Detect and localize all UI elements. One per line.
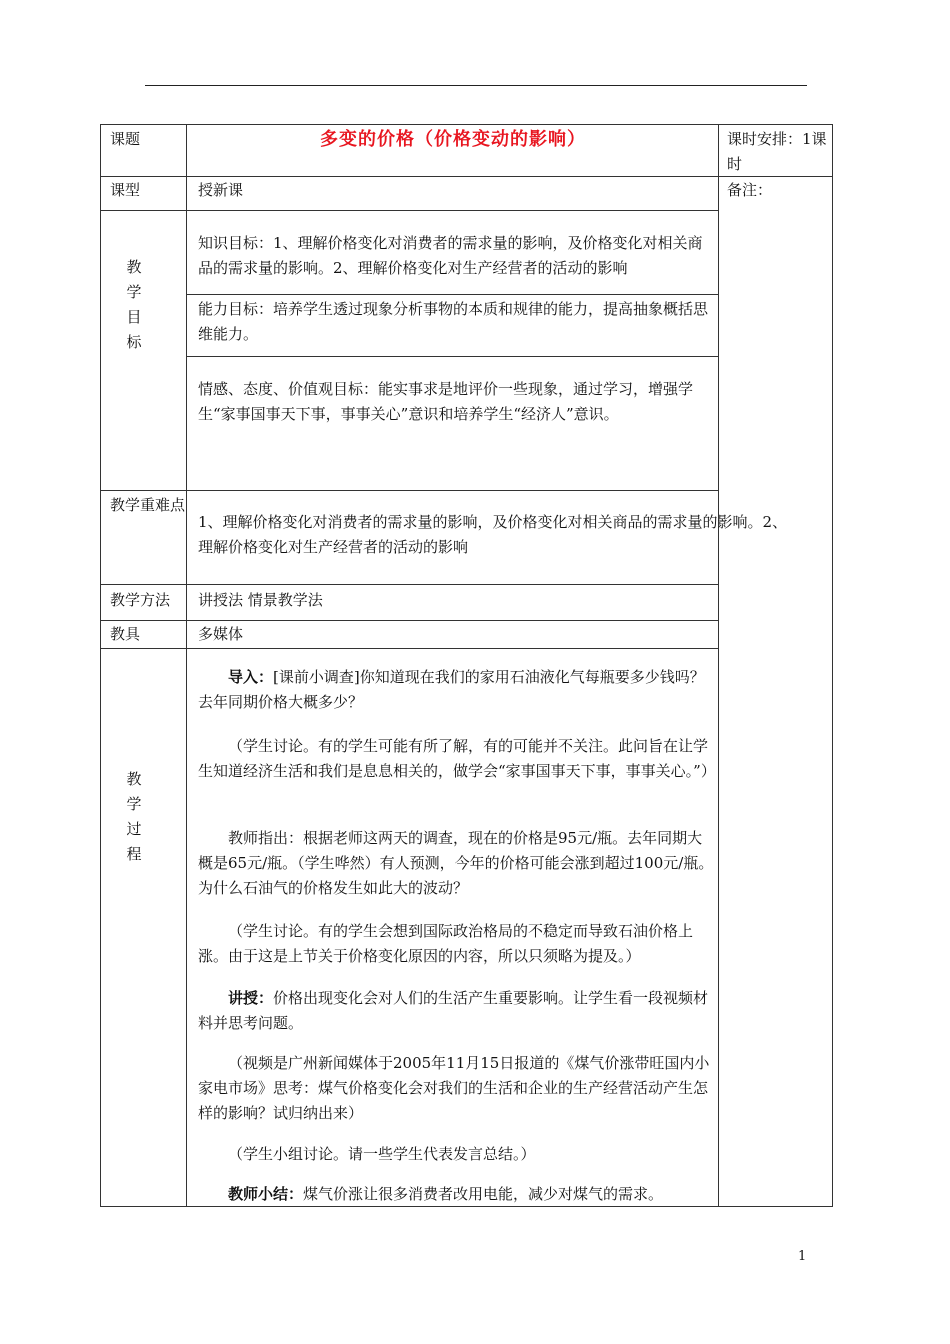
schedule-text: 课时安排：1课时 [727,130,827,173]
process-paragraph: （学生讨论。有的学生可能有所了解，有的可能并不关注。此问旨在让学生知道经济生活和我们是息息相关的，做学会“家事国事天下事，事事关心。”） [198,737,716,780]
knowledge-goal: 知识目标：1、理解价格变化对消费者的需求量的影响，及价格变化对相关商品的需求量的影响。2、理解价格变化对生产经营者的活动的影响 [198,234,703,277]
emotion-goal: 情感、态度、价值观目标：能实事求是地评价一些现象，通过学习，增强学生“家事国事天下事，事事关心”意识和培养学生“经济人”意识。 [198,380,694,423]
process-label: 教 学 过 程 [126,770,142,863]
process-paragraph: 教师指出：根据老师这两天的调查，现在的价格是95元/瓶。去年同期大概是65元/瓶。（学生哗然）有人预测，今年的价格可能会涨到超过100元/瓶。为什么石油气的价格发生如此大的波动？ [198,829,714,897]
goals-label: 教 学 目 标 [126,258,142,351]
key-points-text: 1、理解价格变化对消费者的需求量的影响，及价格变化对相关商品的需求量的影响。2、理解价格变化对生产经营者的活动的影响 [198,513,788,556]
tools-label: 教具 [110,625,141,643]
note-label: 备注： [727,181,773,199]
tools-value: 多媒体 [198,625,244,643]
page-number: 1 [798,1249,807,1264]
key-points-label: 教学重难点 [110,496,186,514]
process-paragraph: （学生小组讨论。请一些学生代表发言总结。） [228,1145,536,1163]
process-paragraph: （视频是广州新闻媒体于2005年11月15日报道的《煤气价涨带旺国内小家电市场》思考：煤气价格变化会对我们的生活和企业的生产经营活动产生怎样的影响？试归纳出来） [198,1054,710,1122]
process-paragraph: 讲授：价格出现变化会对人们的生活产生重要影响。让学生看一段视频材料并思考问题。 [198,989,709,1032]
method-value: 讲授法 情景教学法 [198,591,323,609]
method-label: 教学方法 [110,591,171,609]
type-value: 授新课 [198,181,244,199]
process-paragraph: 导入：[课前小调查]你知道现在我们的家用石油液化气每瓶要多少钱吗？去年同期价格大概多少？ [198,668,705,711]
type-label: 课型 [110,181,141,199]
lesson-title: 多变的价格（价格变动的影响） [320,129,586,150]
subject-label: 课题 [110,130,141,148]
process-paragraph: （学生讨论。有的学生会想到国际政治格局的不稳定而导致石油价格上涨。由于这是上节关于价格变化原因的内容，所以只须略为提及。） [198,922,694,965]
ability-goal: 能力目标：培养学生透过现象分析事物的本质和规律的能力，提高抽象概括思维能力。 [198,300,709,343]
process-paragraph: 教师小结：煤气价涨让很多消费者改用电能，减少对煤气的需求。 [228,1185,664,1203]
